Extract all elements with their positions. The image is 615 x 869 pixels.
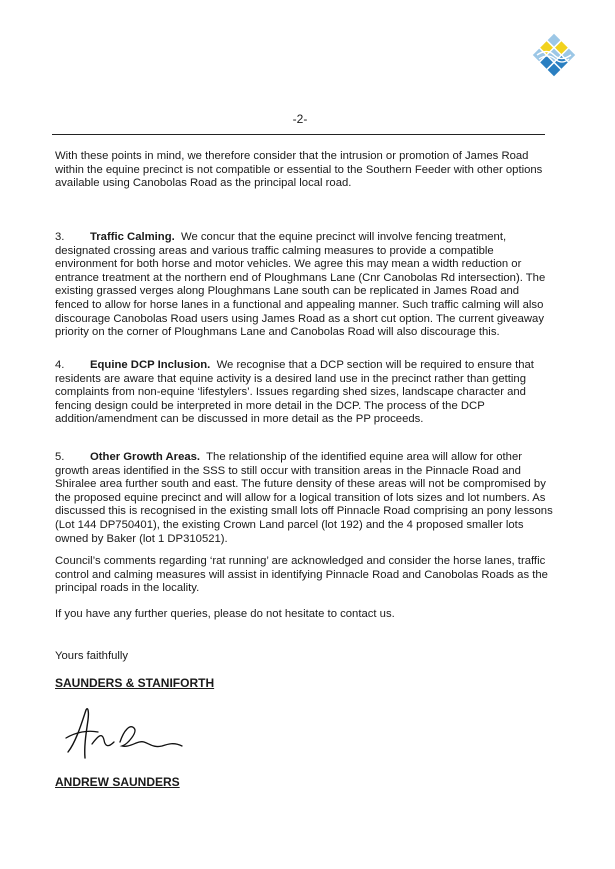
- point-number: 5.: [55, 451, 65, 463]
- point-4-paragraph: [55, 359, 555, 427]
- header-divider: [52, 134, 545, 135]
- point-text: We recognise that a DCP section will be required to ensure that residents are aware that equine activity is a desired land use in the precinct rather than getting complaints from non-equine ‘lifestylers’. Issues regarding shed sizes, landscape character and fencing design could be interpreted in more detail in the DCP. The process of the DCP addition/amendment can be discussed in more detail as the PP proceeds.: [55, 359, 534, 426]
- point-heading: Traffic Calming.: [90, 231, 175, 243]
- firm-name: SAUNDERS & STANIFORTH: [55, 676, 215, 690]
- handwritten-signature-icon: [58, 702, 188, 764]
- point-3-paragraph: [55, 231, 555, 340]
- point-5-paragraph: [55, 451, 555, 546]
- point-heading: Equine DCP Inclusion.: [90, 359, 211, 371]
- point-number: 4.: [55, 359, 65, 371]
- signatory-name: ANDREW SAUNDERS: [55, 775, 180, 789]
- point-number: 3.: [55, 231, 65, 243]
- intro-paragraph: With these points in mind, we therefore consider that the intrusion or promotion of James Road within the equine precinct is not compatible or essential to the Southern Feeder with other options available using Canobolas Road as the principal local road.: [55, 150, 543, 190]
- salutation: Yours faithfully: [55, 650, 129, 662]
- point-text: We concur that the equine precinct will involve fencing treatment, designated crossing areas and various traffic calming measures to provide a compatible environment for both horse and motor vehicles. We agree this may mean a width reduction or entrance treatment at the northern end of Ploughmans Lane (Cnr Canobolas Rd intersection). The existing grassed verges along Ploughmans Lane south can be replicated in James Road and fenced to allow for horse lanes in a functional and appealing manner. Such traffic calming will also discourage Canobolas Road users using James Road as a short cut option. The current giveaway priority on the corner of Ploughmans Lane and Canobolas Road will also discourage this.: [55, 231, 546, 339]
- page-number: -2-: [292, 112, 308, 126]
- diamond-grid-logo-icon: [527, 28, 581, 82]
- point-heading: Other Growth Areas.: [90, 451, 201, 463]
- point-text: The relationship of the identified equine area will allow for other growth areas identified in the SSS to still occur with transition areas in the Pinnacle Road and Shiralee area further south and east. The future density of these areas will not be compromised by the proposed equine precinct and will allow for a logical transition of lots sizes and lot numbers. As discussed this is recognised in the existing small lots off Pinnacle Road comprising an pony lessons (Lot 144 DP750401), the existing Crown Land parcel (lot 192) and the 4 proposed smaller lots owned by Baker (lot 1 DP310521).: [55, 451, 553, 545]
- further-queries-text: If you have any further queries, please do not hesitate to contact us.: [55, 608, 395, 620]
- closing-paragraph: Council’s comments regarding ‘rat running’ are acknowledged and consider the horse lanes, traffic control and calming measures will assist in identifying Pinnacle Road and Canobolas Roads as the principal roads in the locality.: [55, 555, 548, 595]
